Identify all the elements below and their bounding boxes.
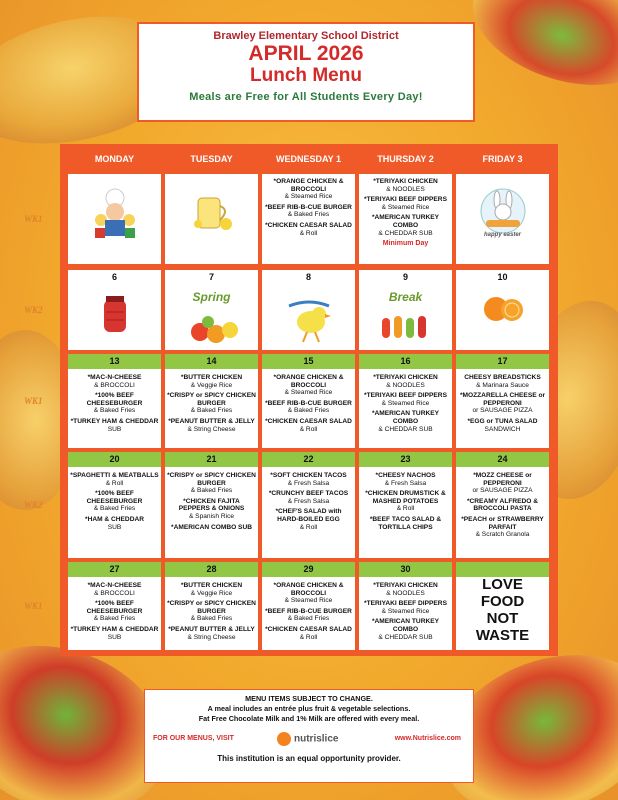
menu-item-side: & Steamed Rice	[284, 597, 333, 605]
menu-item-main: *100% BEEF CHEESEBURGER	[86, 600, 143, 615]
day-cell	[456, 452, 549, 558]
day-cell	[456, 562, 549, 650]
day-number: 7	[208, 272, 214, 282]
menu-item	[167, 524, 256, 532]
menu-item	[70, 490, 159, 513]
menu-item-main: *CHICKEN CAESAR SALAD	[265, 221, 352, 229]
menu-item	[70, 418, 159, 433]
chick-icon	[279, 294, 339, 351]
day-cell	[359, 270, 452, 350]
menu-item	[361, 516, 450, 531]
day-number: 20	[109, 454, 120, 464]
menu-item	[70, 600, 159, 623]
day-number: 23	[400, 454, 411, 464]
menu-item-side: & CHEDDAR SUB	[378, 633, 433, 641]
menu-item	[361, 618, 450, 641]
menu-item	[70, 626, 159, 641]
day-cell	[165, 562, 258, 650]
day-number: 27	[109, 564, 120, 574]
change-notice: MENU ITEMS SUBJECT TO CHANGE.	[245, 694, 373, 703]
menu-item-side: & Baked Fries	[93, 407, 136, 415]
menu-item	[264, 418, 353, 433]
day-number-bar	[165, 354, 258, 369]
day-number: 24	[497, 454, 508, 464]
day-header: WEDNESDAY 1	[275, 154, 342, 164]
menu-items	[70, 582, 159, 644]
menu-item	[70, 392, 159, 415]
milk-note: Fat Free Chocolate Milk and 1% Milk are offered with every meal.	[198, 714, 420, 723]
day-number-bar	[359, 270, 452, 285]
day-number-bar	[359, 562, 452, 577]
menu-item-side: & Baked Fries	[190, 487, 233, 495]
menu-item-side: & Baked Fries	[190, 615, 233, 623]
day-cell	[262, 562, 355, 650]
menu-item	[361, 178, 450, 193]
menu-item-main: *ORANGE CHICKEN & BROCCOLI	[273, 178, 344, 193]
menu-item-side: & Baked Fries	[287, 407, 330, 415]
day-cell	[68, 562, 161, 650]
day-cell	[68, 354, 161, 448]
menu-item	[264, 626, 353, 641]
menu-item	[264, 508, 353, 531]
menu-item	[361, 392, 450, 407]
menu-item-main: *MOZZARELLA CHEESE or PEPPERONI	[459, 392, 546, 407]
menu-item-side: & String Cheese	[187, 425, 236, 433]
menu-items	[361, 178, 450, 248]
menu-item	[70, 516, 159, 531]
menu-items	[167, 582, 256, 644]
menu-item	[264, 222, 353, 237]
day-cell	[359, 562, 452, 650]
menu-item-main: *CRISPY or SPICY CHICKEN BURGER	[167, 472, 256, 487]
menu-item-side: & Steamed Rice	[381, 399, 430, 407]
menu-item-main: *SPAGHETTI & MEATBALLS	[70, 472, 159, 479]
day-number: 8	[305, 272, 311, 282]
menu-item-main: *BEEF TACO SALAD & TORTILLA CHIPS	[369, 515, 442, 531]
menu-item-side: & Roll	[396, 505, 415, 513]
menu-item-main: *CHEF'S SALAD with HARD-BOILED EGG	[275, 508, 342, 523]
day-number-bar	[262, 354, 355, 369]
day-number-bar	[68, 452, 161, 467]
menu-item-main: *AMERICAN TURKEY COMBO	[371, 618, 440, 633]
day-number: 16	[400, 356, 411, 366]
week-label: WK2	[24, 500, 43, 510]
jar-icon	[98, 294, 132, 339]
menu-item-side: & NOODLES	[386, 589, 425, 597]
menu-item-main: *100% BEEF CHEESEBURGER	[86, 392, 143, 407]
menu-item-side: & CHEDDAR SUB	[378, 425, 433, 433]
menu-item-side: or SAUSAGE PIZZA	[472, 407, 533, 415]
menu-item-side: & Scratch Granola	[475, 531, 530, 539]
menu-items	[264, 374, 353, 436]
chef-kids-icon	[85, 188, 145, 245]
day-cell	[456, 354, 549, 448]
menu-item-main: *BEEF RIB-B-CUE BURGER	[265, 399, 352, 407]
menu-items	[264, 472, 353, 534]
menu-item	[264, 178, 353, 201]
day-number-bar	[262, 452, 355, 467]
menu-item-main: *MAC-N-CHEESE	[87, 374, 142, 381]
menu-item-side: & Roll	[299, 523, 318, 531]
menu-item	[264, 374, 353, 397]
menu-item-main: *EGG or TUNA SALAD	[467, 417, 538, 425]
menu-item	[361, 374, 450, 389]
menu-item	[458, 418, 547, 433]
menu-item-side: & Steamed Rice	[284, 389, 333, 397]
menu-item-main: *ORANGE CHICKEN & BROCCOLI	[273, 374, 344, 389]
day-number: 22	[303, 454, 314, 464]
menu-item-main: *TERIYAKI CHICKEN	[373, 178, 438, 185]
menu-item-main: *HAM & CHEDDAR	[85, 515, 144, 523]
menu-item-main: *BEEF RIB-B-CUE BURGER	[265, 203, 352, 211]
menu-item	[167, 374, 256, 389]
day-number: 28	[206, 564, 217, 574]
menu-item	[361, 410, 450, 433]
day-number-bar	[68, 270, 161, 285]
menu-item-side: & Roll	[299, 229, 318, 237]
day-number-bar	[456, 562, 549, 577]
menu-item	[361, 582, 450, 597]
menu-item-side: & Baked Fries	[287, 615, 330, 623]
menu-item-main: *BUTTER CHICKEN	[180, 582, 243, 589]
menu-item-side: & BROCCOLI	[94, 589, 135, 597]
equal-opportunity: This institution is an equal opportunity provider.	[217, 754, 401, 763]
menu-item-main: *MAC-N-CHEESE	[87, 582, 142, 589]
day-header: TUESDAY	[190, 154, 233, 164]
menu-item-main: *SOFT CHICKEN TACOS	[270, 472, 347, 479]
menu-item-main: *CRUNCHY BEEF TACOS	[268, 490, 349, 498]
picture-caption: Break	[388, 290, 423, 304]
menu-item-main: *CHICKEN CAESAR SALAD	[265, 625, 352, 633]
day-number-bar	[456, 270, 549, 285]
menu-item	[361, 472, 450, 487]
picture-caption: Spring	[192, 290, 231, 304]
menu-item	[264, 490, 353, 505]
menu-item-side: & Marinara Sauce	[476, 381, 529, 389]
menu-item-side: & Steamed Rice	[284, 193, 333, 201]
day-number-bar	[68, 354, 161, 369]
menu-item-main: *TERIYAKI BEEF DIPPERS	[364, 392, 447, 400]
menu-items	[70, 374, 159, 436]
day-number: 21	[206, 454, 217, 464]
menu-item	[264, 608, 353, 623]
menu-item-side: & Veggie Rice	[190, 589, 233, 597]
minimum-day-note: Minimum Day	[382, 240, 429, 248]
menu-item-side: & String Cheese	[187, 633, 236, 641]
menu-item-main: *CHICKEN FAJITA PEPPERS & ONIONS	[178, 497, 245, 513]
day-number-bar	[262, 270, 355, 285]
menu-items	[70, 472, 159, 534]
menu-item	[167, 472, 256, 495]
menu-item	[264, 204, 353, 219]
day-number-bar	[359, 452, 452, 467]
day-number-bar	[456, 354, 549, 369]
day-header: FRIDAY 3	[482, 154, 523, 164]
menu-item	[458, 374, 547, 389]
menu-item	[70, 582, 159, 597]
menu-item-main: *100% BEEF CHEESEBURGER	[86, 490, 143, 505]
lemonade-icon	[190, 188, 234, 237]
day-cell	[262, 270, 355, 350]
day-number: 9	[402, 272, 408, 282]
day-cell	[165, 174, 258, 264]
menu-item-side: & BROCCOLI	[94, 381, 135, 389]
day-cell	[262, 174, 355, 264]
menu-item	[458, 516, 547, 539]
day-cell	[68, 270, 161, 350]
menu-item-side: & Fresh Salsa	[287, 479, 330, 487]
meal-includes: A meal includes an entrée plus fruit & vegetable selections.	[207, 704, 411, 713]
day-number-bar	[359, 354, 452, 369]
menu-item-main: CHEESY BREADSTICKS	[464, 374, 541, 381]
menu-items	[167, 472, 256, 534]
menu-items	[264, 582, 353, 644]
menu-item-main: *TERIYAKI BEEF DIPPERS	[364, 196, 447, 204]
day-number: 15	[303, 356, 314, 366]
menu-item-side: & Baked Fries	[287, 211, 330, 219]
menu-item-main: *TURKEY HAM & CHEDDAR	[70, 625, 159, 633]
menu-item-side: SUB	[107, 425, 122, 433]
menu-item	[458, 392, 547, 415]
calendar-grid	[60, 144, 558, 656]
menu-item	[264, 582, 353, 605]
day-cell	[165, 452, 258, 558]
menu-items	[361, 582, 450, 644]
menu-item-side: & Roll	[299, 633, 318, 641]
menu-item	[167, 392, 256, 415]
menu-item	[361, 490, 450, 513]
day-number: 10	[497, 272, 508, 282]
menu-item-main: *CRISPY or SPICY CHICKEN BURGER	[167, 600, 256, 615]
menu-item-main: *AMERICAN TURKEY COMBO	[371, 214, 440, 229]
menu-item-side: & Roll	[299, 425, 318, 433]
menu-item	[361, 214, 450, 237]
menu-item	[458, 472, 547, 495]
day-cell	[262, 354, 355, 448]
picture-caption: happy easter	[483, 232, 522, 238]
nutrislice-logo	[277, 732, 338, 746]
day-number: 30	[400, 564, 411, 574]
menu-item-side: & Steamed Rice	[381, 607, 430, 615]
love-food-not-waste-logo: LOVE FOOD NOT WASTE	[475, 576, 530, 644]
district-name: Brawley Elementary School District	[213, 30, 399, 42]
menu-item	[264, 400, 353, 415]
menu-title: Lunch Menu	[250, 65, 362, 86]
menu-item-side: & Fresh Salsa	[287, 497, 330, 505]
menu-item-main: *TERIYAKI CHICKEN	[373, 374, 438, 381]
menu-item-side: & Roll	[105, 479, 124, 487]
day-cell	[165, 354, 258, 448]
week-label: WK1	[24, 396, 43, 406]
menu-item-side: & NOODLES	[386, 185, 425, 193]
menu-item-side: & CHEDDAR SUB	[378, 229, 433, 237]
menu-item	[264, 472, 353, 487]
menu-item-side: & Baked Fries	[190, 407, 233, 415]
menu-item-main: *PEANUT BUTTER & JELLY	[168, 417, 255, 425]
menu-item-main: *CHICKEN DRUMSTICK & MASHED POTATOES	[365, 490, 446, 505]
menu-item-main: *CHICKEN CAESAR SALAD	[265, 417, 352, 425]
menu-items	[264, 178, 353, 240]
day-header: THURSDAY 2	[377, 154, 434, 164]
day-number-bar	[165, 270, 258, 285]
menu-item-main: *AMERICAN TURKEY COMBO	[371, 410, 440, 425]
day-number: 14	[206, 356, 217, 366]
menu-item-side: SANDWICH	[484, 425, 521, 433]
menu-item-main: *BEEF RIB-B-CUE BURGER	[265, 607, 352, 615]
day-cell	[359, 452, 452, 558]
free-meals-note: Meals are Free for All Students Every Day!	[189, 91, 423, 103]
day-cell	[456, 174, 549, 264]
menu-item-main: *CREAMY ALFREDO & BROCCOLI PASTA	[466, 497, 539, 513]
menu-item-side: & Steamed Rice	[381, 203, 430, 211]
menu-item	[70, 374, 159, 389]
taco-decoration	[458, 0, 618, 107]
menu-item-main: *PEANUT BUTTER & JELLY	[168, 625, 255, 633]
day-cell	[68, 452, 161, 558]
day-number: 17	[497, 356, 508, 366]
menu-item-main: *CRISPY or SPICY CHICKEN BURGER	[167, 392, 256, 407]
day-cell	[262, 452, 355, 558]
day-number: 6	[111, 272, 117, 282]
menu-item	[167, 600, 256, 623]
menu-item	[167, 582, 256, 597]
menu-item	[458, 498, 547, 513]
menu-item-main: *TERIYAKI BEEF DIPPERS	[364, 600, 447, 608]
day-number-bar	[262, 562, 355, 577]
menu-item-side: & Baked Fries	[93, 505, 136, 513]
menu-footer	[144, 689, 474, 783]
day-number-bar	[456, 452, 549, 467]
oranges-icon	[481, 294, 525, 329]
visit-label: FOR OUR MENUS, VISIT	[153, 735, 234, 742]
day-number: 13	[109, 356, 120, 366]
menu-item-side: & Baked Fries	[93, 615, 136, 623]
menu-item-main: *TERIYAKI CHICKEN	[373, 582, 438, 589]
menu-item	[167, 626, 256, 641]
menu-item	[167, 498, 256, 521]
day-number-bar	[68, 562, 161, 577]
menu-items	[361, 374, 450, 436]
menu-item	[361, 600, 450, 615]
day-number-bar	[165, 562, 258, 577]
menu-header	[137, 22, 475, 122]
day-cell	[68, 174, 161, 264]
menu-item-main: *BUTTER CHICKEN	[180, 374, 243, 381]
day-number-bar	[165, 452, 258, 467]
menu-item-main: *TURKEY HAM & CHEDDAR	[70, 417, 159, 425]
menu-item	[70, 472, 159, 487]
menu-items	[458, 374, 547, 436]
menu-item-main: *MOZZ CHEESE or PEPPERONI	[473, 472, 532, 487]
orange-icon	[277, 732, 291, 746]
week-label: WK1	[24, 214, 43, 224]
week-label: WK2	[24, 305, 43, 315]
month-title: APRIL 2026	[248, 42, 364, 65]
menu-item-side: & Fresh Salsa	[384, 479, 427, 487]
menu-item-side: & NOODLES	[386, 381, 425, 389]
menu-item-side: or SAUSAGE PIZZA	[472, 487, 533, 495]
menu-item-main: *CHEESY NACHOS	[375, 472, 436, 479]
nutrislice-link[interactable]: www.Nutrislice.com	[394, 735, 461, 742]
day-header: MONDAY	[94, 154, 135, 164]
menu-items	[167, 374, 256, 436]
day-cell	[359, 174, 452, 264]
menu-item-side: & Spanish Rice	[188, 512, 235, 520]
menu-item-side: SUB	[107, 523, 122, 531]
day-number: 29	[303, 564, 314, 574]
brand-name: nutrislice	[294, 733, 339, 745]
day-cell	[359, 354, 452, 448]
day-cell	[456, 270, 549, 350]
menu-item	[361, 196, 450, 211]
menu-item-main: *ORANGE CHICKEN & BROCCOLI	[273, 582, 344, 597]
week-label: WK1	[24, 601, 43, 611]
menu-items	[361, 472, 450, 534]
menu-item-side: SUB	[107, 633, 122, 641]
menu-item	[167, 418, 256, 433]
day-cell	[165, 270, 258, 350]
menu-items	[458, 472, 547, 542]
menu-item-main: *AMERICAN COMBO SUB	[171, 523, 252, 531]
menu-item-side: & Veggie Rice	[190, 381, 233, 389]
menu-item-main: *PEACH or STRAWBERRY PARFAIT	[461, 515, 544, 531]
